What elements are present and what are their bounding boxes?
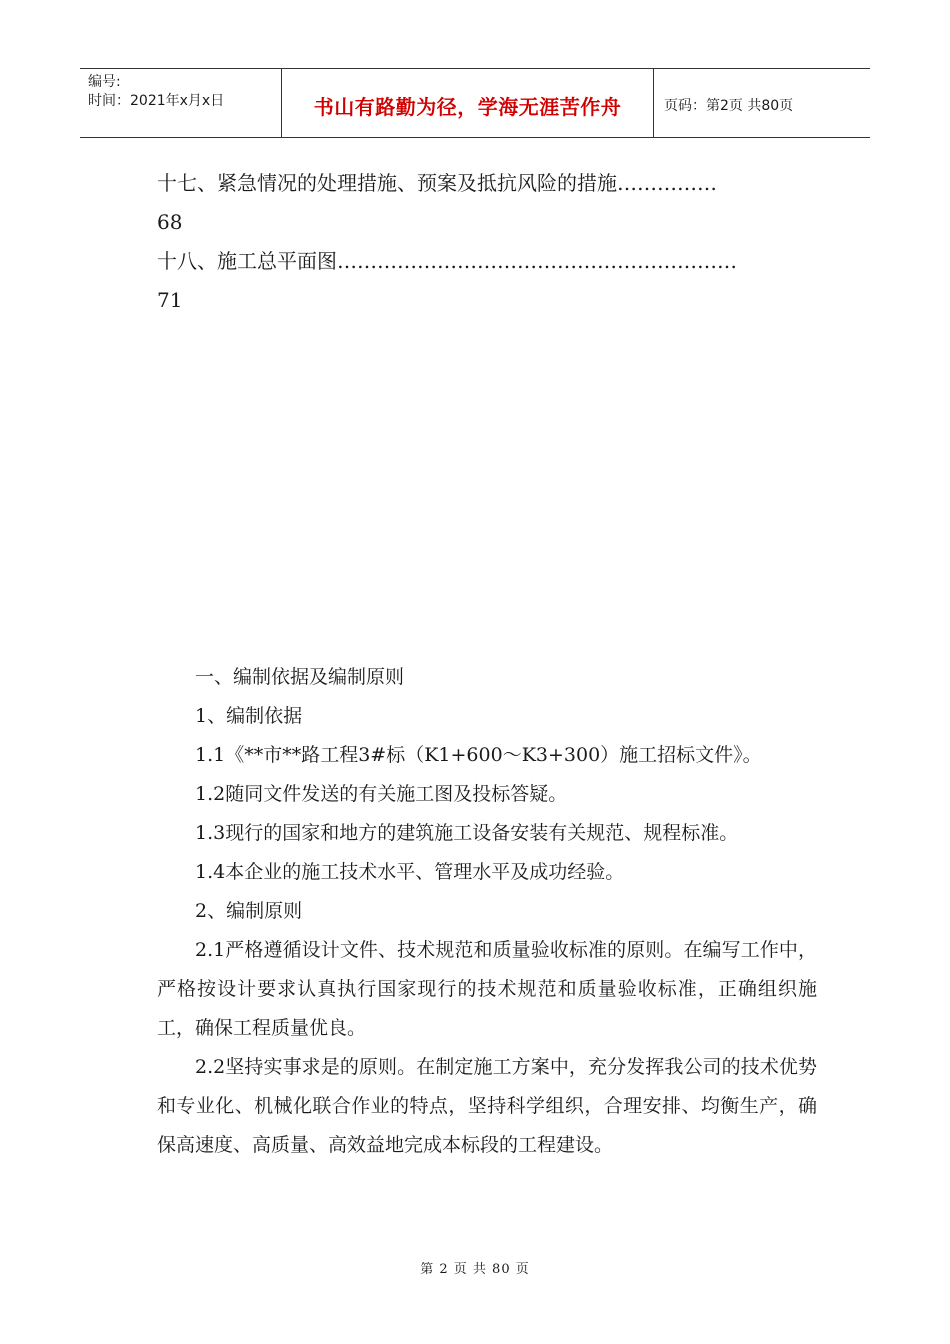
document-date: 时间：2021年x月x日 [88, 93, 225, 109]
paragraph: 2.2坚持实事求是的原则。在制定施工方案中，充分发挥我公司的技术优势和专业化、机械化联合作业的特点，坚持科学组织，合理安排、均衡生产，确保高速度、高质量、高效益地完成本标段的工程建设。 [157, 1056, 817, 1156]
paragraph: 2.1严格遵循设计文件、技术规范和质量验收标准的原则。在编写工作中，严格按设计要求认真执行国家现行的技术规范和质量验收标准，正确组织施工，确保工程质量优良。 [157, 939, 817, 1039]
paragraph: 1.3现行的国家和地方的建筑施工设备安装有关规范、规程标准。 [195, 822, 739, 844]
toc-entry [157, 164, 817, 242]
subsection-heading: 2、编制原则 [195, 900, 303, 922]
toc-entry-page: 71 [157, 288, 183, 312]
paragraph: 1.1《**市**路工程3#标（K1+600～K3+300）施工招标文件》。 [195, 744, 762, 766]
header-motto: 书山有路勤为径，学海无涯苦作舟 [282, 69, 654, 137]
subsection-heading: 1、编制依据 [195, 705, 303, 727]
page-footer: 第 2 页 共 80 页 [420, 1262, 530, 1277]
header-meta [80, 69, 282, 137]
table-of-contents [157, 164, 817, 320]
toc-entry [157, 242, 817, 320]
header-page-info: 页码：第2页 共80页 [664, 98, 794, 114]
paragraph: 1.4本企业的施工技术水平、管理水平及成功经验。 [195, 861, 625, 883]
page-header [80, 68, 870, 138]
main-content [157, 658, 817, 1165]
document-number-label: 编号: [88, 74, 121, 90]
section-heading: 一、编制依据及编制原则 [195, 666, 405, 688]
toc-entry-title: 十八、施工总平面图…………………………………………………… [157, 249, 737, 273]
paragraph: 1.2随同文件发送的有关施工图及投标答疑。 [195, 783, 568, 805]
toc-entry-page: 68 [157, 210, 183, 234]
toc-entry-title: 十七、紧急情况的处理措施、预案及抵抗风险的措施…………… [157, 171, 717, 195]
